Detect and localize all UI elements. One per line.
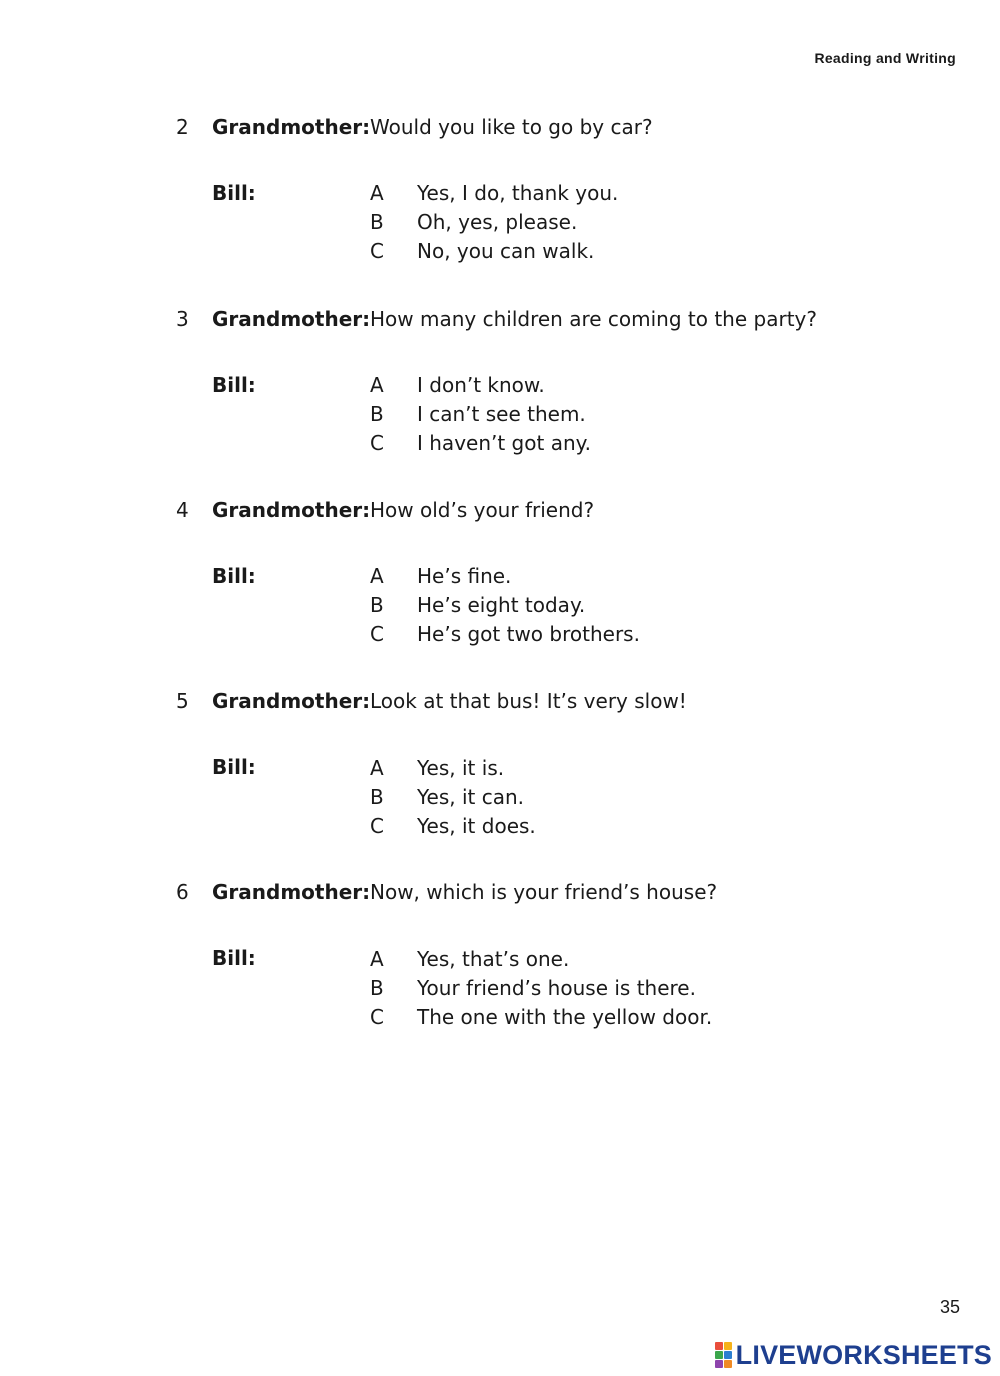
question-6	[0, 880, 1000, 1030]
option-letter: B	[370, 785, 384, 809]
question-text: How old’s your friend?	[370, 498, 595, 522]
option-letter: B	[370, 593, 384, 617]
option-text: Yes, it is.	[417, 756, 505, 780]
answerer-label: Bill:	[212, 373, 256, 397]
logo-block	[715, 1351, 723, 1359]
question-5	[0, 689, 1000, 839]
question-text: Look at that bus! It’s very slow!	[370, 689, 687, 713]
option-text: He’s fine.	[417, 564, 512, 588]
brand-name: LIVEWORKSHEETS	[735, 1339, 992, 1370]
speaker-label: Grandmother:	[212, 689, 371, 713]
option-letter: B	[370, 402, 384, 426]
option-letter: C	[370, 622, 384, 646]
option-letter: A	[370, 947, 384, 971]
logo-block	[715, 1342, 723, 1350]
logo-block	[715, 1360, 723, 1368]
option-text: Yes, it does.	[417, 814, 536, 838]
option-text: He’s eight today.	[417, 593, 586, 617]
option-letter: C	[370, 431, 384, 455]
option-letter: B	[370, 976, 384, 1000]
option-text: Yes, I do, thank you.	[417, 181, 619, 205]
option-letter: C	[370, 814, 384, 838]
speaker-label: Grandmother:	[212, 115, 371, 139]
answerer-label: Bill:	[212, 181, 256, 205]
question-number: 5	[176, 689, 189, 713]
option-letter: B	[370, 210, 384, 234]
option-text: The one with the yellow door.	[417, 1005, 713, 1029]
question-text: Now, which is your friend’s house?	[370, 880, 718, 904]
question-number: 6	[176, 880, 189, 904]
liveworksheets-logo[interactable]	[715, 1340, 992, 1370]
question-3	[0, 307, 1000, 457]
option-text: Yes, it can.	[417, 785, 525, 809]
question-number: 2	[176, 115, 189, 139]
logo-block	[724, 1360, 732, 1368]
option-text: He’s got two brothers.	[417, 622, 640, 646]
option-text: I can’t see them.	[417, 402, 586, 426]
question-4	[0, 498, 1000, 648]
option-text: I don’t know.	[417, 373, 545, 397]
question-number: 4	[176, 498, 189, 522]
speaker-label: Grandmother:	[212, 880, 371, 904]
answerer-label: Bill:	[212, 564, 256, 588]
question-number: 3	[176, 307, 189, 331]
logo-block	[724, 1351, 732, 1359]
question-text: How many children are coming to the party?	[370, 307, 817, 331]
option-text: No, you can walk.	[417, 239, 595, 263]
option-letter: C	[370, 239, 384, 263]
option-letter: A	[370, 181, 384, 205]
option-text: Oh, yes, please.	[417, 210, 578, 234]
option-text: I haven’t got any.	[417, 431, 591, 455]
option-text: Yes, that’s one.	[417, 947, 570, 971]
option-text: Your friend’s house is there.	[417, 976, 696, 1000]
answerer-label: Bill:	[212, 755, 256, 779]
logo-block	[724, 1342, 732, 1350]
liveworksheets-mark-icon	[715, 1342, 732, 1368]
option-letter: A	[370, 756, 384, 780]
option-letter: A	[370, 373, 384, 397]
question-2	[0, 115, 1000, 265]
answerer-label: Bill:	[212, 946, 256, 970]
question-text: Would you like to go by car?	[370, 115, 653, 139]
speaker-label: Grandmother:	[212, 307, 371, 331]
section-header: Reading and Writing	[814, 50, 956, 66]
page-number: 35	[939, 1297, 960, 1317]
speaker-label: Grandmother:	[212, 498, 371, 522]
option-letter: C	[370, 1005, 384, 1029]
option-letter: A	[370, 564, 384, 588]
